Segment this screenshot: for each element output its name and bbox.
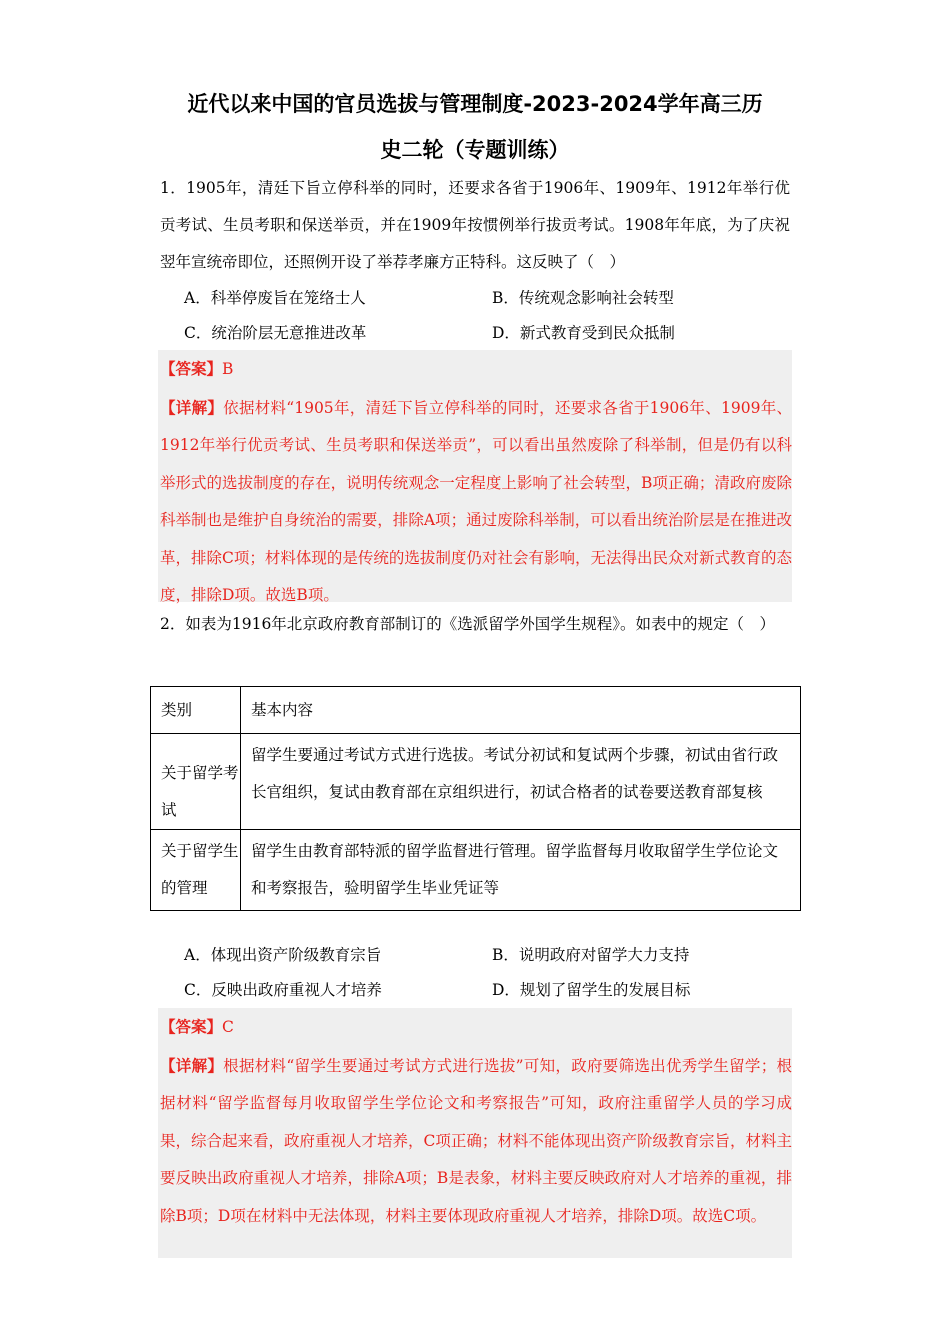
- table-cell-category: 关于留学生的管理: [151, 830, 241, 911]
- q2-answer-block: [158, 1008, 792, 1258]
- q2-answer-line: [160, 1008, 792, 1047]
- table-header-cell: 类别: [151, 687, 241, 734]
- q2-option-b: B．说明政府对留学大力支持: [492, 946, 690, 964]
- table-cell-category: 关于留学考试: [151, 734, 241, 830]
- q2-detail-text: 根据材料“留学生要通过考试方式进行选拔”可知，政府要筛选出优秀学生留学；根据材料“留学监督每月收取留学生学位论文和考察报告”可知，政府注重留学人员的学习成果，综合起来看，政府重视人才培养，C项正确；材料不能体现出资产阶级教育宗旨，材料主要反映出政府重视人才培养，排除A项；B是表象，材料主要反映政府对人才培养的重视，排除B项；D项在材料中无法体现，材料主要体现政府重视人才培养，排除D项。故选C项。: [160, 1056, 792, 1225]
- q2-answer-tag: 【答案】: [160, 1017, 223, 1036]
- q1-detail-text: 依据材料“1905年，清廷下旨立停科举的同时，还要求各省于1906年、1909年、1912年举行优贡考试、生员考职和保送举贡”，可以看出虽然废除了科举制，但是仍有以科举形式的选拔制度的存在，说明传统观念一定程度上影响了社会转型，B项正确；清政府废除科举制也是维护自身统治的需要，排除A项；通过废除科举制，可以看出统治阶层是在推进改革，排除C项；材料体现的是传统的选拔制度仍对社会有影响，无法得出民众对新式教育的态度，排除D项。故选B项。: [160, 398, 792, 604]
- q1-option-d: D．新式教育受到民众抵制: [492, 324, 675, 342]
- q2-answer-value: C: [222, 1018, 234, 1036]
- q1-answer-tag: 【答案】: [160, 359, 223, 378]
- table-row: [151, 734, 801, 830]
- q1-answer-line: [160, 350, 792, 389]
- table-cell-content: 留学生由教育部特派的留学监督进行管理。留学监督每月收取留学生学位论文和考察报告，验明留学生毕业凭证等: [241, 830, 801, 911]
- q1-answer-block: [158, 350, 792, 602]
- q1-detail-tag: 【详解】: [160, 397, 224, 417]
- q2-option-a: A．体现出资产阶级教育宗旨: [184, 946, 382, 964]
- q2-option-d: D．规划了留学生的发展目标: [492, 981, 691, 999]
- table-header-row: [151, 687, 801, 734]
- q2-detail: [160, 1047, 792, 1236]
- table-row: [151, 830, 801, 911]
- document-title-line-1: 近代以来中国的官员选拔与管理制度-2023-2024学年高三历: [187, 92, 763, 116]
- document-title-line-2: 史二轮（专题训练）: [380, 138, 570, 162]
- regulation-table: [150, 686, 801, 911]
- table-header-cell: 基本内容: [241, 687, 801, 734]
- q2-detail-tag: 【详解】: [160, 1055, 224, 1075]
- q1-stem: 1．1905年，清廷下旨立停科举的同时，还要求各省于1906年、1909年、1912年举行优贡考试、生员考职和保送举贡，并在1909年按惯例举行拔贡考试。1908年年底，为了庆祝翌年宣统帝即位，还照例开设了举荐孝廉方正特科。这反映了（ ）: [160, 179, 790, 271]
- q1-detail: [160, 389, 792, 615]
- q1-option-a: A．科举停废旨在笼络士人: [184, 289, 366, 307]
- q1-option-b: B．传统观念影响社会转型: [492, 289, 674, 307]
- q1-option-c: C．统治阶层无意推进改革: [184, 324, 367, 342]
- q1-answer-value: B: [222, 360, 234, 378]
- q2-stem: 2．如表为1916年北京政府教育部制订的《选派留学外国学生规程》。如表中的规定（ ）: [160, 615, 776, 633]
- q2-option-c: C．反映出政府重视人才培养: [184, 981, 382, 999]
- table-cell-content: 留学生要通过考试方式进行选拔。考试分初试和复试两个步骤，初试由省行政长官组织，复试由教育部在京组织进行，初试合格者的试卷要送教育部复核: [241, 734, 801, 830]
